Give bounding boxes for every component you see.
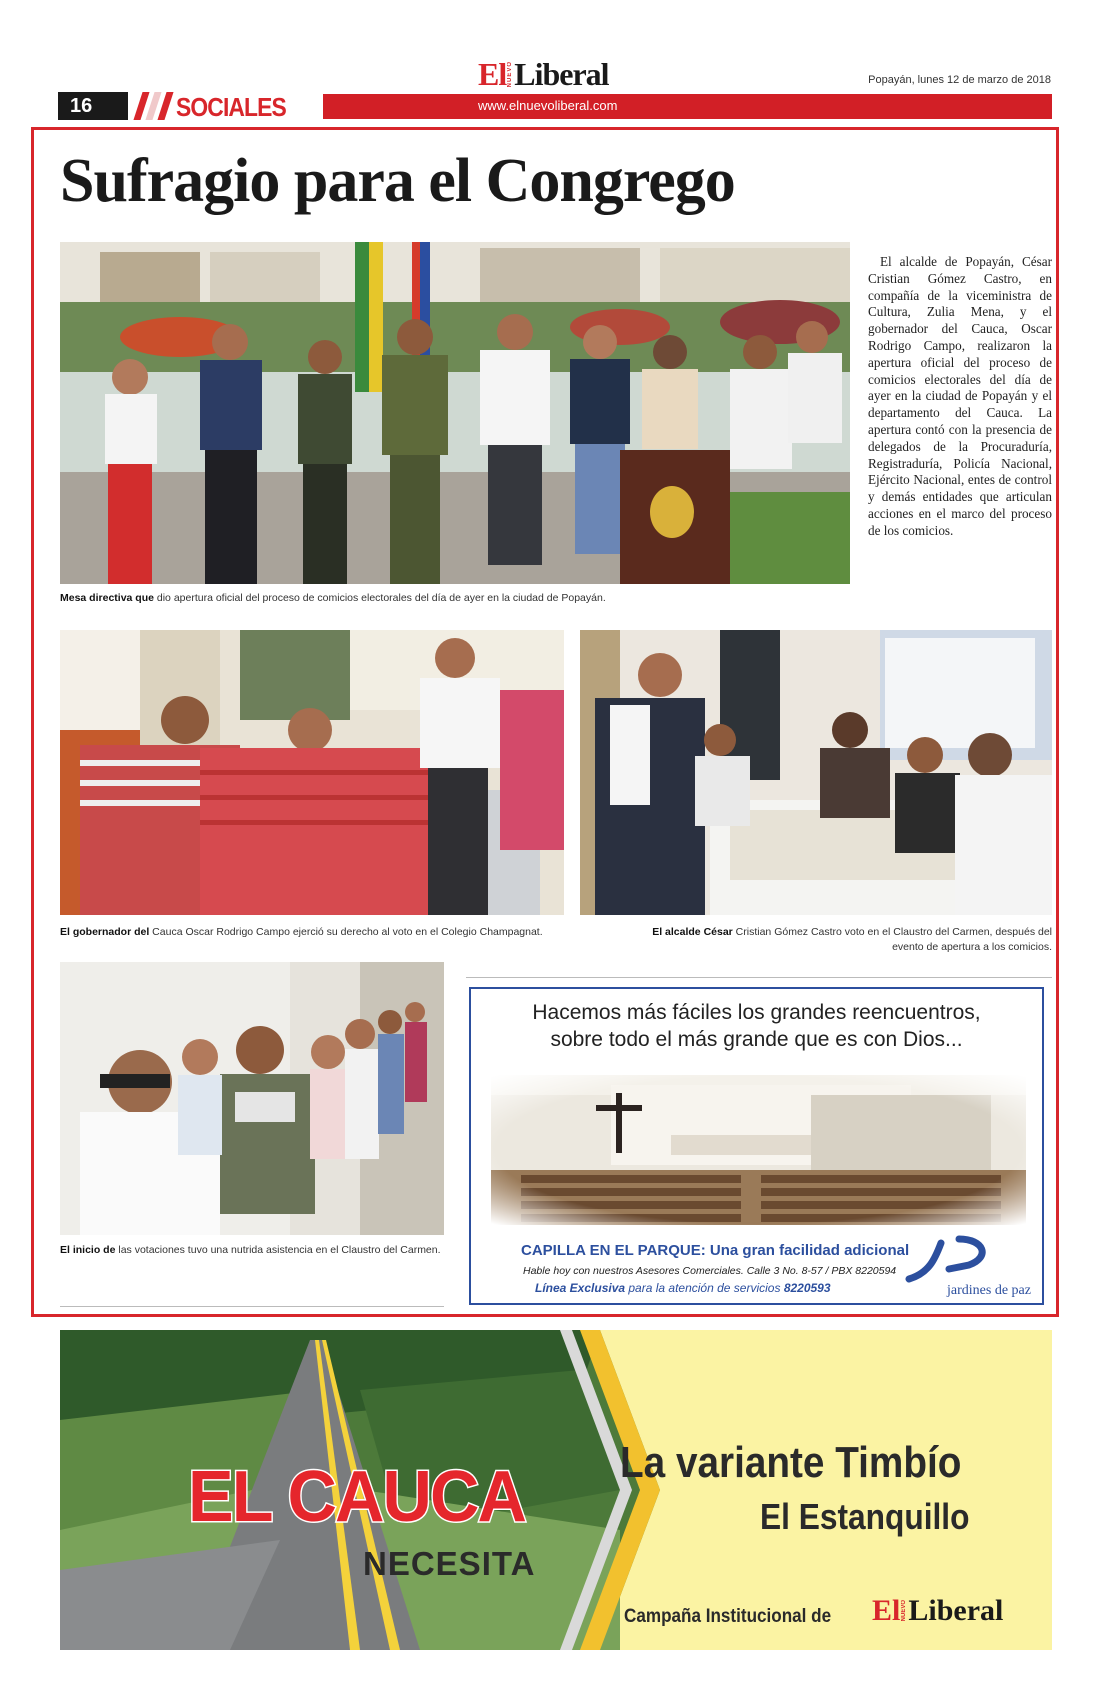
page-number: 16 <box>58 92 128 120</box>
website-url[interactable]: www.elnuevoliberal.com <box>478 98 618 113</box>
ad-headline <box>471 999 1042 1053</box>
article-body: El alcalde de Popayán, César Cristian Gómez Castro, en compañía de la viceministra de Cultura, Zulia Mena, y el gobernador del Cauca, Oscar Rodrigo Campo, realizaron la apertura oficial del proceso de comicios electorales del día de ayer en la ciudad de Popayán y el departamento del Cauca. La apertura contó con la presencia de delegados de la Procuraduría, Registraduría, Policía Nacional, Ejército Nacional, entes de control y demás entidades que articulan acciones en el marco del proceso de los comicios. <box>868 254 1052 538</box>
logo-el: El <box>872 1594 901 1627</box>
chapel-interior-image <box>491 1075 1026 1225</box>
caption-lead: El alcalde César <box>652 926 733 938</box>
logo-liberal: Liberal <box>908 1594 1004 1627</box>
caption-lead: Mesa directiva que <box>60 592 154 604</box>
ad-campaign-title: EL CAUCA <box>188 1457 525 1537</box>
issue-date: Popayán, lunes 12 de marzo de 2018 <box>868 74 1051 86</box>
section-red-bar <box>323 94 1052 119</box>
photo-mayor-voting <box>580 630 1052 915</box>
photo-voters-queue <box>60 962 444 1235</box>
ad-campaign-logo <box>872 1594 1003 1628</box>
caption-photo-1 <box>60 591 850 606</box>
ad-jardines-de-paz[interactable] <box>469 987 1044 1305</box>
ad-campaign-banner[interactable] <box>60 1330 1052 1650</box>
jardines-logo-icon <box>899 1235 999 1287</box>
ad-headline-line-2: sobre todo el más grande que es con Dios... <box>550 1028 963 1051</box>
caption-text: dio apertura oficial del proceso de comicios electorales del día de ayer en la ciudad de Popayán. <box>153 592 606 604</box>
photo-officials-group <box>60 242 850 584</box>
caption-photo-4 <box>60 1243 460 1258</box>
ad-brand: jardines de paz <box>947 1283 1031 1298</box>
ad-hotline <box>535 1281 831 1295</box>
ad-campaign-line-1: La variante Timbío <box>620 1438 962 1487</box>
logo-nuevo: NUEVO <box>507 60 514 88</box>
divider <box>60 1306 444 1307</box>
article-headline: Sufragio para el Congrego <box>60 147 735 215</box>
caption-photo-2 <box>60 925 560 940</box>
divider <box>466 977 1052 978</box>
ad-hotline-text: para la atención de servicios <box>625 1281 784 1295</box>
ad-hotline-number: 8220593 <box>783 1281 831 1295</box>
logo-liberal: Liberal <box>514 55 609 92</box>
newspaper-logo <box>478 56 638 92</box>
ad-campaign-line-2: El Estanquillo <box>760 1496 970 1537</box>
ad-campaign-subtitle: NECESITA <box>363 1545 536 1582</box>
ad-hotline-label: Línea Exclusiva <box>535 1281 626 1295</box>
caption-photo-3 <box>640 925 1052 955</box>
ad-headline-line-1: Hacemos más fáciles los grandes reencuentros, <box>532 1001 981 1024</box>
caption-lead: El inicio de <box>60 1244 116 1256</box>
caption-lead: El gobernador del <box>60 926 150 938</box>
ad-campaign-credit: Campaña Institucional de <box>624 1606 832 1627</box>
ad-caption: CAPILLA EN EL PARQUE: Una gran facilidad adicional <box>521 1242 910 1259</box>
caption-text: Cauca Oscar Rodrigo Campo ejerció su derecho al voto en el Colegio Champagnat. <box>149 926 543 938</box>
logo-el: El <box>478 55 507 92</box>
photo-governor-voting <box>60 630 564 915</box>
section-title: SOCIALES <box>176 92 286 122</box>
caption-text: las votaciones tuvo una nutrida asistencia en el Claustro del Carmen. <box>115 1244 441 1256</box>
logo-nuevo: NUEVO <box>901 1600 908 1622</box>
ad-contact: Hable hoy con nuestros Asesores Comerciales. Calle 3 No. 8-57 / PBX 8220594 <box>523 1265 897 1277</box>
caption-text: Cristian Gómez Castro voto en el Claustro del Carmen, después del evento de apertura a los comicios. <box>732 926 1052 953</box>
